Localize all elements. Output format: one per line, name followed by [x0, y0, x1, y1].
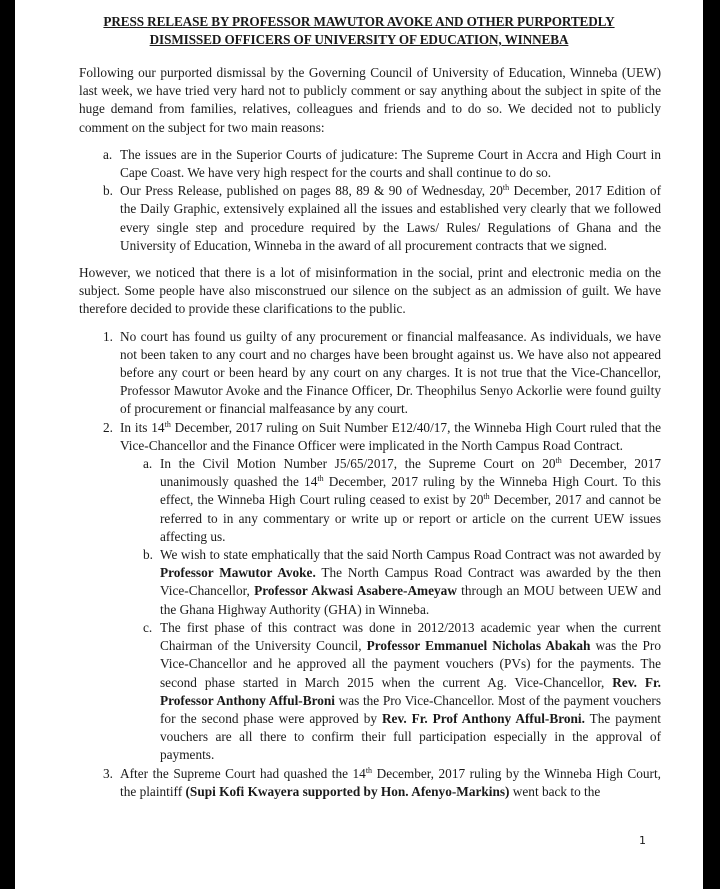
reason-text: [120, 183, 661, 253]
text-segment: In the Civil Motion Number J5/65/2017, the Supreme Court on 20: [160, 456, 556, 472]
sub-item-c: [143, 619, 662, 765]
text-segment: went back to the: [509, 783, 601, 799]
list-marker: a.: [103, 146, 113, 162]
text-segment: December, 2017 ruling by the Winneba High Court. To this effect, the Winneba High Court ruling ceased to exist by 20: [160, 474, 661, 508]
intro-paragraph: Following our purported dismissal by the Governing Council of University of Education, Winneba (UEW) last week, we have tried very hard not to publicly comment or say anything about the subject in spite of the huge demand from families, relatives, colleagues and friends and to do so. We decided not to publicly comment on the subject for two main reasons:: [79, 65, 661, 135]
point-text: [120, 420, 661, 453]
superscript: th: [317, 474, 324, 484]
sub-item-b: [143, 546, 661, 619]
text-segment: through an MOU between UEW and the Ghana Highway Authority (GHA) in Winneba.: [160, 583, 661, 617]
list-marker: b.: [103, 183, 113, 199]
document-body: [15, 0, 703, 801]
list-marker: 1.: [103, 328, 113, 344]
bold-name: Rev. Fr. Professor Anthony Afful-Broni: [160, 674, 661, 708]
point-1: [103, 328, 661, 419]
list-marker: 3.: [103, 765, 113, 781]
clarifications-list: [103, 328, 662, 801]
text-segment: December, 2017 and cannot be referred to in any commentary or write up or report or article on the current UEW issues affecting us.: [160, 492, 662, 544]
point-text: [120, 766, 661, 799]
sub-item-text: [160, 620, 661, 762]
sub-item-text: [160, 456, 661, 544]
text-segment: December, 2017 unanimously quashed the 14: [160, 456, 661, 490]
point-2-sublist: [143, 455, 662, 764]
text-segment: December, 2017 ruling on Suit Number E12/40/17, the Winneba High Court ruled that the Vice-Chancellor and the Finance Officer were implicated in the North Campus Road Contract.: [120, 419, 661, 453]
page-number: 1: [639, 834, 646, 847]
text-segment: Our Press Release, published on pages 88, 89 & 90 of Wednesday, 20: [120, 183, 503, 199]
sub-item-text: [160, 547, 661, 617]
text-segment: After the Supreme Court had quashed the 14: [120, 765, 366, 781]
press-release-title: [15, 13, 703, 49]
bold-name: Professor Akwasi Asabere-Ameyaw: [254, 583, 457, 599]
superscript: th: [555, 456, 562, 466]
list-marker: b.: [143, 547, 153, 563]
bold-name: Rev. Fr. Prof Anthony Afful-Broni.: [381, 710, 585, 726]
however-paragraph: However, we noticed that there is a lot of misinformation in the social, print and electronic media on the subject. Some people have also misconstrued our silence on the subject as an admission of guilt. We have therefore decided to provide these clarifications to the public.: [79, 265, 661, 317]
superscript: th: [502, 183, 510, 193]
text-segment: was the Pro Vice-Chancellor. Most of the payment vouchers for the second phase were approved by: [160, 692, 662, 726]
text-segment: December, 2017 Edition of the Daily Graphic, extensively explained all the issues and established very clearly that we followed every single step and procedure required by the Laws/ Rules/ Regulations of Ghana and the University of Education, Winneba in the award of all procurement contracts that we signed.: [120, 183, 661, 253]
reasons-list: [103, 146, 661, 255]
reason-text: The issues are in the Superior Courts of judicature: The Supreme Court in Accra and High Court in Cape Coast. We have very high respect for the courts and shall continue to do so.: [120, 146, 661, 181]
text-segment: We wish to state emphatically that the said North Campus Road Contract was not awarded by: [160, 547, 661, 563]
text-segment: The North Campus Road Contract was awarded by the then Vice-Chancellor,: [160, 565, 661, 599]
list-marker: c.: [143, 619, 153, 635]
point-2: [103, 419, 662, 765]
list-marker: 2.: [103, 419, 113, 435]
superscript: th: [164, 419, 171, 429]
text-segment: December, 2017 ruling by the Winneba High Court, the plaintiff: [120, 765, 661, 799]
bold-name: Professor Mawutor Avoke.: [160, 565, 316, 581]
text-segment: In its 14: [120, 419, 165, 435]
point-3: [103, 765, 661, 801]
text-segment: The first phase of this contract was done in 2012/2013 academic year when the current Chairman of the University Council,: [160, 619, 661, 654]
superscript: th: [365, 765, 373, 775]
text-segment: The payment vouchers are all there to confirm their full participation especially in the approval of payments.: [160, 710, 661, 763]
document-page: [15, 0, 703, 889]
title-line-2: DISMISSED OFFICERS OF UNIVERSITY OF EDUCATION, WINNEBA: [149, 32, 569, 47]
sub-item-a: [143, 455, 662, 546]
text-segment: was the Pro Vice-Chancellor and he approved all the payment vouchers (PVs) for the payments. The second phase started in March 2015 when the current Ag. Vice-Chancellor,: [160, 638, 662, 690]
bold-name: (Supi Kofi Kwayera supported by Hon. Afenyo-Markins): [185, 783, 510, 799]
title-line-1: PRESS RELEASE BY PROFESSOR MAWUTOR AVOKE AND OTHER PURPORTEDLY: [103, 14, 615, 29]
reason-item-a: [103, 146, 661, 182]
reason-item-b: [103, 182, 661, 255]
point-text: No court has found us guilty of any procurement or financial malfeasance. As individuals, we have not been taken to any court and no charges have been brought against us. We have also not appeared before any court or been heard by any court on any charges. It is not true that the Vice-Chancellor, Professor Mawutor Avoke and the Finance Officer, Dr. Theophilus Senyo Ackorlie were found guilty of procurement or financial malfeasance by any court.: [120, 328, 661, 417]
list-marker: a.: [143, 456, 153, 472]
bold-name: Professor Emmanuel Nicholas Abakah: [366, 638, 591, 654]
superscript: th: [483, 492, 490, 502]
